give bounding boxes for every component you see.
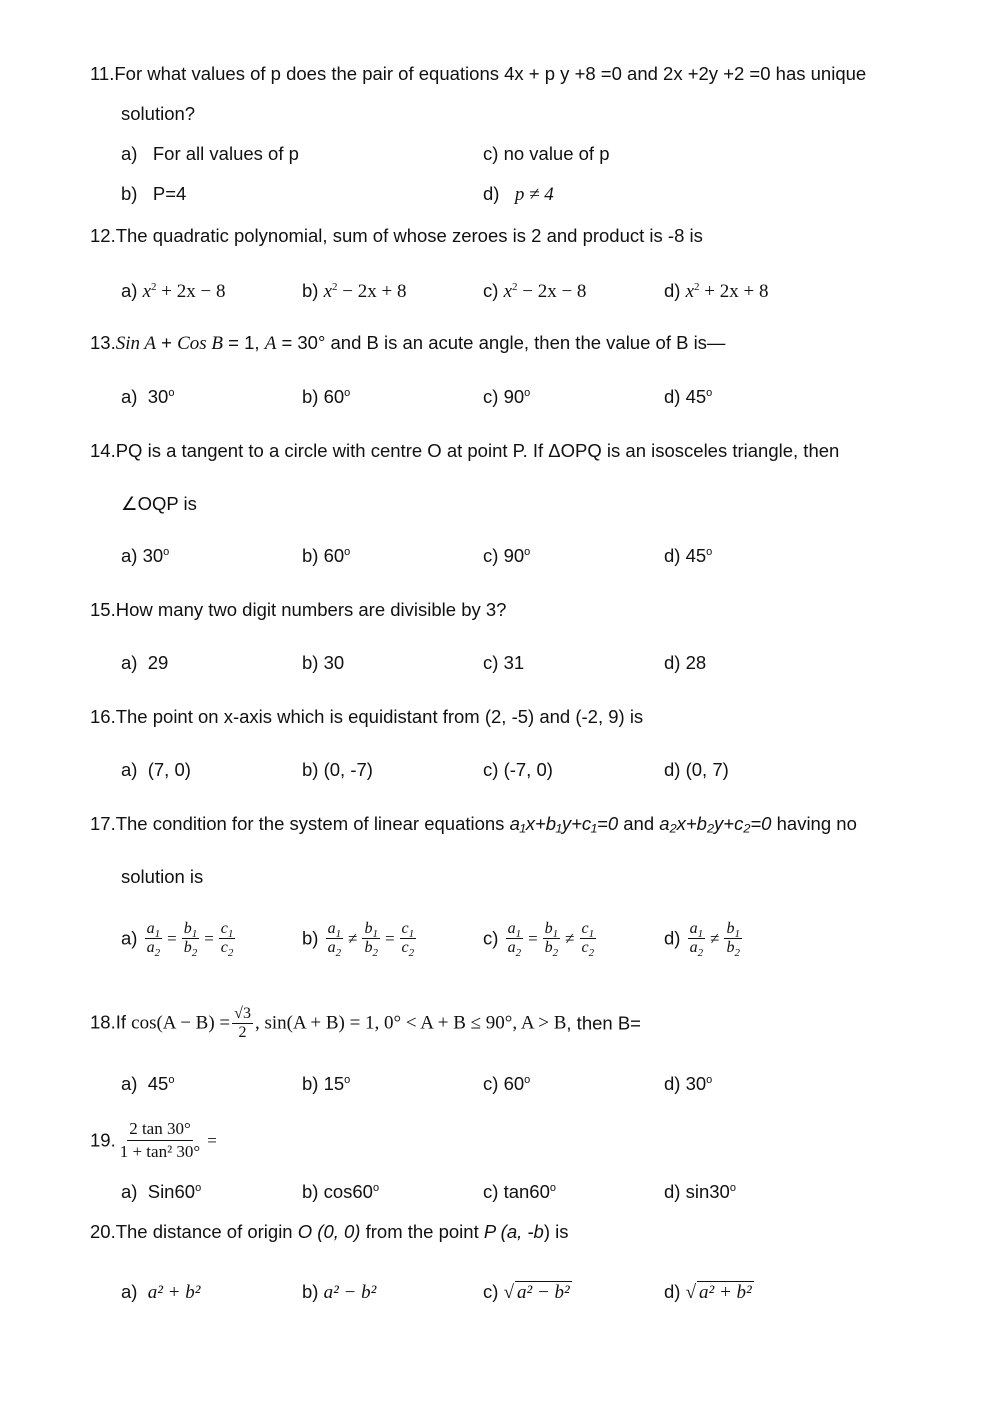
option-20-a[interactable]: a) a² + b² xyxy=(121,1281,201,1303)
equation-2: a₂x+b₂y+c₂=0 xyxy=(659,813,772,834)
fraction-b: $\frac{b_1}{b_2}$ xyxy=(726,920,740,960)
option-20-d[interactable]: d) √ a² + b² xyxy=(664,1281,752,1303)
question-15 xyxy=(90,599,506,621)
option-19-b[interactable]: b) cos60$^o$ xyxy=(302,1181,380,1202)
option-13-b[interactable]: b) 60$^o$ xyxy=(302,386,351,407)
option-11-d[interactable]: d) p ≠ 4 xyxy=(483,183,554,205)
option-14-d[interactable]: d) 45$^o$ xyxy=(664,545,713,566)
option-20-c[interactable]: c) √ a² − b² xyxy=(483,1281,570,1303)
option-12-c[interactable]: c) $x^2 - 2x - 8$ xyxy=(483,280,587,302)
option-12-d[interactable]: d) $x^2 + 2x + 8$ xyxy=(664,280,769,302)
fraction-a: $\frac{a_1}{a_2}$ xyxy=(327,920,342,960)
question-20: 20.The distance of origin O (0, 0) from the point P (a, -b) is xyxy=(90,1221,569,1242)
fraction-sqrt3-over-2: $\frac{√3}{2}$ xyxy=(234,1005,251,1041)
sqrt-expression: a² + b² xyxy=(699,1282,752,1303)
fraction-c: $\frac{c_1}{c_2}$ xyxy=(220,920,234,960)
fraction-a: $\frac{a_1}{a_2}$ xyxy=(689,920,704,960)
option-13-c[interactable]: c) 90$^o$ xyxy=(483,386,531,407)
option-17-b[interactable]: b) $\frac{a_1}{a_2}$ ≠ $\frac{b_1}{b_2}$ = $\frac{c_1}{c_2}$ xyxy=(302,920,415,960)
option-18-c[interactable]: c) 60$^o$ xyxy=(483,1073,531,1094)
question-16 xyxy=(90,706,643,728)
option-14-c[interactable]: c) 90$^o$ xyxy=(483,545,531,566)
option-14-b[interactable]: b) 60$^o$ xyxy=(302,545,351,566)
sqrt-expression: a² − b² xyxy=(517,1282,570,1303)
fraction-b: $\frac{b_1}{b_2}$ xyxy=(364,920,378,960)
question-text: How many two digit numbers are divisible by 3? xyxy=(115,599,507,620)
option-15-b[interactable]: b) 30 xyxy=(302,652,345,673)
question-19: 19. $\frac{2 \tan 30^\circ}{\text{1 + tan² 30°}}$ = xyxy=(90,1119,217,1161)
option-15-c[interactable]: c) 31 xyxy=(483,652,525,673)
option-15-a[interactable]: a) 29 xyxy=(121,652,169,673)
option-14-a[interactable]: a) 30$^o$ xyxy=(121,545,170,566)
question-text: The point on x-axis which is equidistant from (2, -5) and (-2, 9) is xyxy=(115,706,644,727)
fraction-c: $\frac{c_1}{c_2}$ xyxy=(581,920,595,960)
question-11 xyxy=(90,63,866,85)
question-number: 20. xyxy=(90,1221,116,1242)
question-11-line2: solution? xyxy=(121,103,196,124)
question-14 xyxy=(90,440,839,462)
question-17: 17.The condition for the system of linear equations a₁x+b₁y+c₁=0 and a₂x+b₂y+c₂=0 having no xyxy=(90,813,857,834)
fraction-tan: $\frac{2 \tan 30^\circ}{\text{1 + tan² 30°}}$ xyxy=(119,1119,201,1161)
option-13-a[interactable]: a) 30$^o$ xyxy=(121,386,175,407)
question-13: 13.Sin A + Cos B = 1, A = 30° and B is an acute angle, then the value of B is— xyxy=(90,332,726,354)
option-18-b[interactable]: b) 15$^o$ xyxy=(302,1073,351,1094)
option-11-c[interactable]: c) no value of p xyxy=(483,143,610,164)
option-16-d[interactable]: d) (0, 7) xyxy=(664,759,729,780)
option-15-d[interactable]: d) 28 xyxy=(664,652,707,673)
fraction-c: $\frac{c_1}{c_2}$ xyxy=(401,920,415,960)
option-17-d[interactable]: d) $\frac{a_1}{a_2}$ ≠ $\frac{b_1}{b_2}$ xyxy=(664,920,740,960)
option-19-c[interactable]: c) tan60$^o$ xyxy=(483,1181,556,1202)
question-12 xyxy=(90,225,703,247)
question-number: 16. xyxy=(90,706,116,727)
equation-1: a₁x+b₁y+c₁=0 xyxy=(509,813,619,834)
question-text: The quadratic polynomial, sum of whose zeroes is 2 and product is -8 is xyxy=(115,225,703,246)
question-number: 12. xyxy=(90,225,116,246)
question-number: 15. xyxy=(90,599,116,620)
question-18: 18.If cos(A − B) = $\frac{√3}{2}$ , sin(A + B) = 1, 0° < A + B ≤ 90°, A > B, then B= xyxy=(90,1005,641,1041)
option-11-a[interactable]: a) For all values of p xyxy=(121,143,299,164)
option-20-b[interactable]: b) a² − b² xyxy=(302,1281,377,1303)
option-18-a[interactable]: a) 45$^o$ xyxy=(121,1073,175,1094)
question-number: 13. xyxy=(90,332,116,353)
question-number: 17. xyxy=(90,813,116,834)
question-number: 11. xyxy=(90,63,115,84)
option-16-b[interactable]: b) (0, -7) xyxy=(302,759,373,780)
question-text: PQ is a tangent to a circle with centre O at point P. If ΔOPQ is an isosceles triangle, then xyxy=(115,440,840,461)
option-16-a[interactable]: a) (7, 0) xyxy=(121,759,191,780)
fraction-a: $\frac{a_1}{a_2}$ xyxy=(507,920,522,960)
option-13-d[interactable]: d) 45$^o$ xyxy=(664,386,713,407)
question-17-line2: solution is xyxy=(121,866,204,887)
option-19-a[interactable]: a) Sin60$^o$ xyxy=(121,1181,202,1202)
option-12-a[interactable]: a) $x^2 + 2x - 8$ xyxy=(121,280,226,302)
option-17-a[interactable]: a) $\frac{a_1}{a_2}$ = $\frac{b_1}{b_2}$ = $\frac{c_1}{c_2}$ xyxy=(121,920,234,960)
question-14-line2: ∠OQP is xyxy=(121,493,197,514)
option-18-d[interactable]: d) 30$^o$ xyxy=(664,1073,713,1094)
question-number: 18. xyxy=(90,1011,116,1033)
question-number: 14. xyxy=(90,440,116,461)
option-16-c[interactable]: c) (-7, 0) xyxy=(483,759,553,780)
option-19-d[interactable]: d) sin30$^o$ xyxy=(664,1181,736,1202)
question-text: For what values of p does the pair of equations 4x + p y +8 =0 and 2x +2y +2 =0 has unique xyxy=(114,63,867,84)
fraction-b: $\frac{b_1}{b_2}$ xyxy=(544,920,559,960)
fraction-b: $\frac{b_1}{b_2}$ xyxy=(183,920,198,960)
question-number: 19. xyxy=(90,1129,116,1151)
option-17-c[interactable]: c) $\frac{a_1}{a_2}$ = $\frac{b_1}{b_2}$ ≠ $\frac{c_1}{c_2}$ xyxy=(483,920,595,960)
fraction-a: $\frac{a_1}{a_2}$ xyxy=(146,920,161,960)
option-12-b[interactable]: b) $x^2 - 2x + 8$ xyxy=(302,280,407,302)
option-11-b[interactable]: b) P=4 xyxy=(121,183,187,204)
